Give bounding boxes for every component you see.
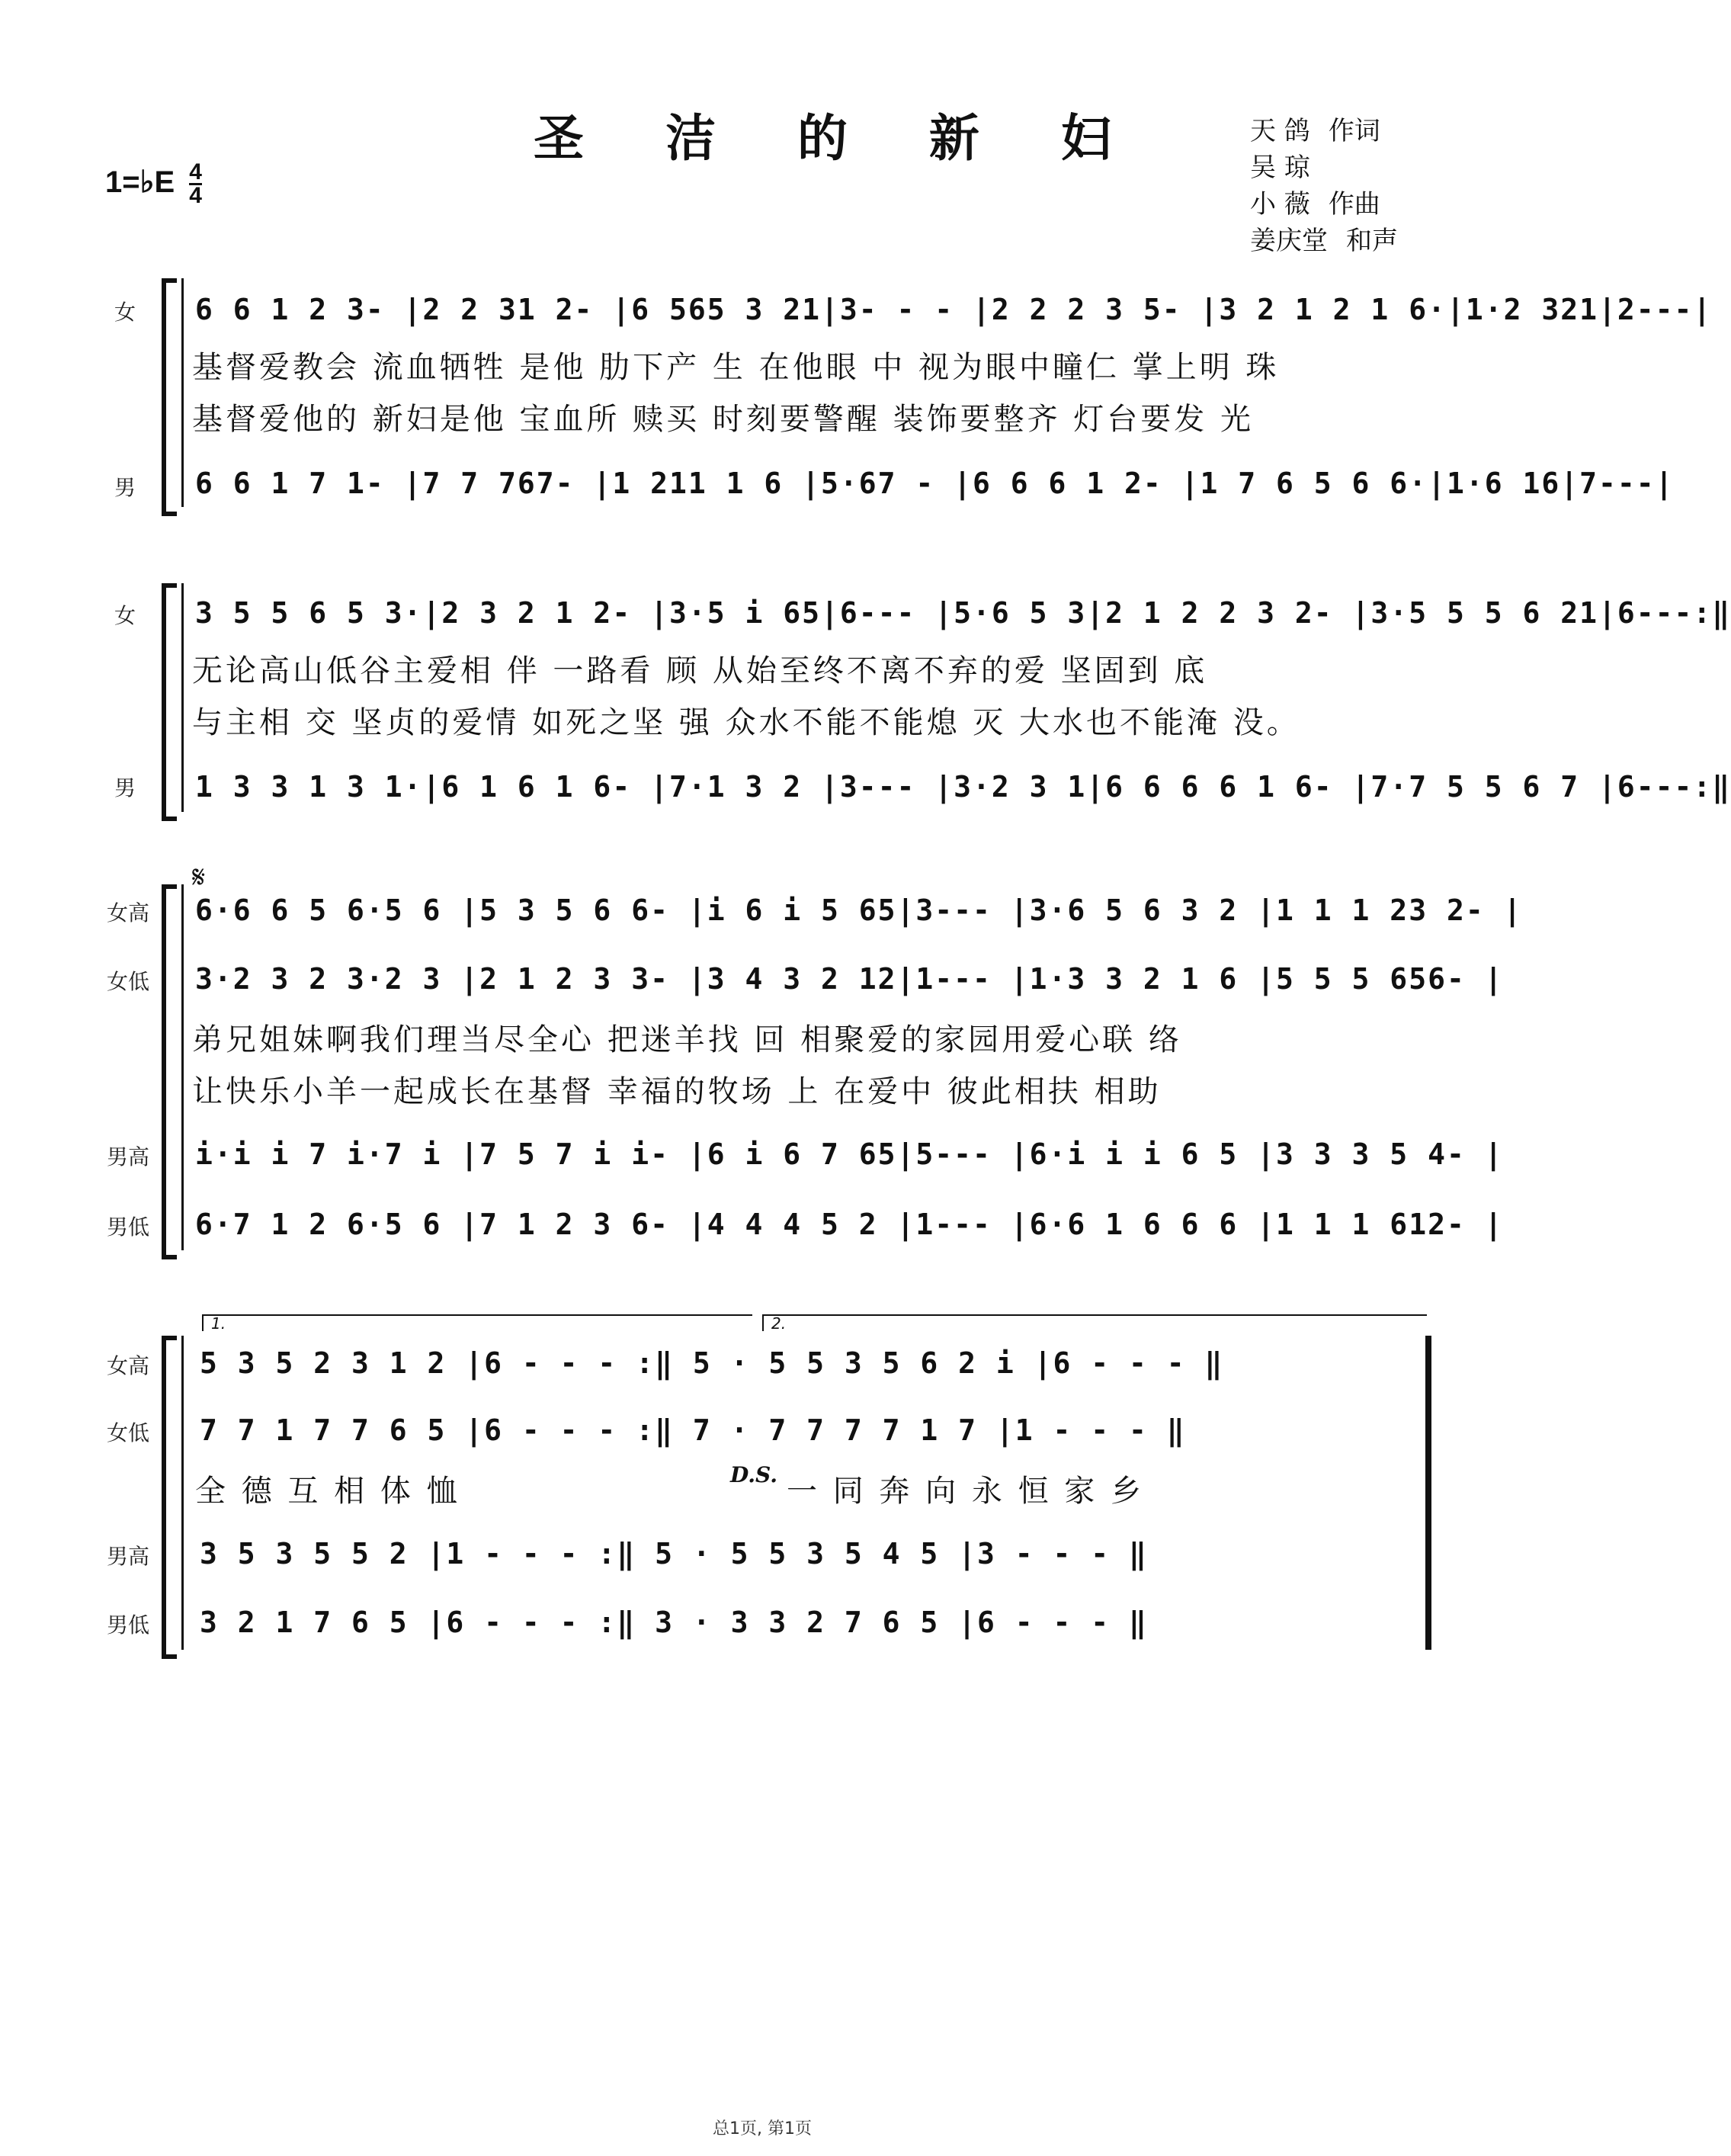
credit-composer: 小 薇 作曲 [1250, 189, 1380, 220]
volta-bracket-1 [202, 1314, 752, 1331]
system2-bracket [162, 583, 177, 821]
system1-start-bar [181, 278, 184, 507]
volta-2-label: 2. [771, 1314, 787, 1333]
system3-bracket [162, 884, 177, 1259]
system4-label-bass: 男低 [107, 1612, 150, 1638]
final-barline [1425, 1336, 1431, 1650]
time-signature [189, 159, 202, 208]
system4-label-alto: 女低 [107, 1420, 150, 1445]
page-footer: 总1页, 第1页 [713, 2119, 812, 2138]
system4-start-bar [181, 1336, 184, 1650]
system3-bass-notes: 6·7 1 2 6·5 6 |7 1 2 3 6- |4 4 4 5 2 |1--- |6·6 1 6 6 6 |1 1 1 612- | [195, 1208, 1504, 1241]
system1-lyric-1: 基督爱教会 流血牺牲 是他 肋下产 生 在他眼 中 视为眼中瞳仁 掌上明 珠 [192, 350, 1280, 385]
system2-start-bar [181, 583, 184, 812]
system3-label-tenor: 男高 [107, 1144, 150, 1169]
system3-tenor-notes: i·i i 7 i·7 i |7 5 7 i i- |6 i 6 7 65|5--- |6·i i i 6 5 |3 3 3 5 4- | [195, 1137, 1504, 1171]
system4-bass-notes: 3 2 1 7 6 5 |6 - - - :‖ 3 · 3 3 2 7 6 5 |6 - - - ‖ [200, 1606, 1148, 1639]
credit-lyricist-1: 天 鸽 作词 [1250, 116, 1380, 146]
time-bottom: 4 [189, 183, 202, 208]
volta-bracket-2 [762, 1314, 1427, 1331]
system2-label-men: 男 [114, 775, 136, 800]
key-text: 1=♭E [105, 165, 175, 200]
system1-women-notes: 6 6 1 2 3- |2 2 31 2- |6 565 3 21|3- - - |2 2 2 3 5- |3 2 1 2 1 6·|1·2 321|2---| [195, 293, 1713, 326]
system2-lyric-2: 与主相 交 坚贞的爱情 如死之坚 强 众水不能不能熄 灭 大水也不能淹 没。 [192, 705, 1300, 740]
system1-lyric-2: 基督爱他的 新妇是他 宝血所 赎买 时刻要警醒 装饰要整齐 灯台要发 光 [192, 402, 1255, 437]
system4-alto-notes: 7 7 1 7 7 6 5 |6 - - - :‖ 7 · 7 7 7 7 1 7 |1 - - - ‖ [200, 1413, 1186, 1447]
system3-lyric-1: 弟兄姐妹啊我们理当尽全心 把迷羊找 回 相聚爱的家园用爱心联 络 [192, 1022, 1182, 1057]
system3-label-alto: 女低 [107, 969, 150, 994]
volta-1-label: 1. [211, 1314, 226, 1333]
system1-label-men: 男 [114, 475, 136, 500]
system3-soprano-notes: 6·6 6 5 6·5 6 |5 3 5 6 6- |i 6 i 5 65|3--- |3·6 5 6 3 2 |1 1 1 23 2- | [195, 894, 1523, 927]
song-title: 圣 洁 的 新 妇 [534, 108, 1143, 168]
system3-alto-notes: 3·2 3 2 3·2 3 |2 1 2 3 3- |3 4 3 2 12|1--- |1·3 3 2 1 6 |5 5 5 656- | [195, 962, 1504, 996]
system1-men-notes: 6 6 1 7 1- |7 7 767- |1 211 1 6 |5·67 - |6 6 6 1 2- |1 7 6 5 6 6·|1·6 16|7---| [195, 467, 1675, 500]
system2-lyric-1: 无论高山低谷主爱相 伴 一路看 顾 从始至终不离不弃的爱 坚固到 底 [192, 653, 1208, 688]
system4-lyric-part1: 全 德 互 相 体 恤 [195, 1474, 460, 1509]
system1-bracket [162, 278, 177, 516]
system4-lyric-part2: 一 同 奔 向 永 恒 家 乡 [787, 1474, 1145, 1509]
system2-women-notes: 3 5 5 6 5 3·|2 3 2 1 2- |3·5 i 65|6--- |5·6 5 3|2 1 2 2 3 2- |3·5 5 5 6 21|6---:‖ [195, 596, 1731, 630]
segno-sign: 𝄋 [192, 860, 206, 895]
credit-lyricist-2: 吴 琼 [1250, 152, 1310, 183]
dal-segno-marking: D.S. [730, 1462, 778, 1487]
time-top: 4 [189, 159, 202, 184]
system4-bracket [162, 1336, 177, 1659]
system4-label-soprano: 女高 [107, 1353, 150, 1378]
system2-men-notes: 1 3 3 1 3 1·|6 1 6 1 6- |7·1 3 2 |3--- |3·2 3 1|6 6 6 6 1 6- |7·7 5 5 6 7 |6---:‖ [195, 770, 1731, 804]
system3-start-bar [181, 884, 184, 1250]
system1-label-women: 女 [114, 300, 136, 325]
system2-label-women: 女 [114, 603, 136, 628]
credit-harmony: 姜庆堂 和声 [1250, 226, 1398, 256]
key-signature [105, 159, 202, 208]
system3-lyric-2: 让快乐小羊一起成长在基督 幸福的牧场 上 在爱中 彼此相扶 相助 [192, 1074, 1162, 1109]
system3-label-soprano: 女高 [107, 900, 150, 926]
system3-label-bass: 男低 [107, 1214, 150, 1240]
credits [1250, 113, 1398, 259]
system4-tenor-notes: 3 5 3 5 5 2 |1 - - - :‖ 5 · 5 5 3 5 4 5 |3 - - - ‖ [200, 1537, 1148, 1570]
system4-soprano-notes: 5 3 5 2 3 1 2 |6 - - - :‖ 5 · 5 5 3 5 6 2 i |6 - - - ‖ [200, 1346, 1224, 1380]
system4-label-tenor: 男高 [107, 1544, 150, 1569]
